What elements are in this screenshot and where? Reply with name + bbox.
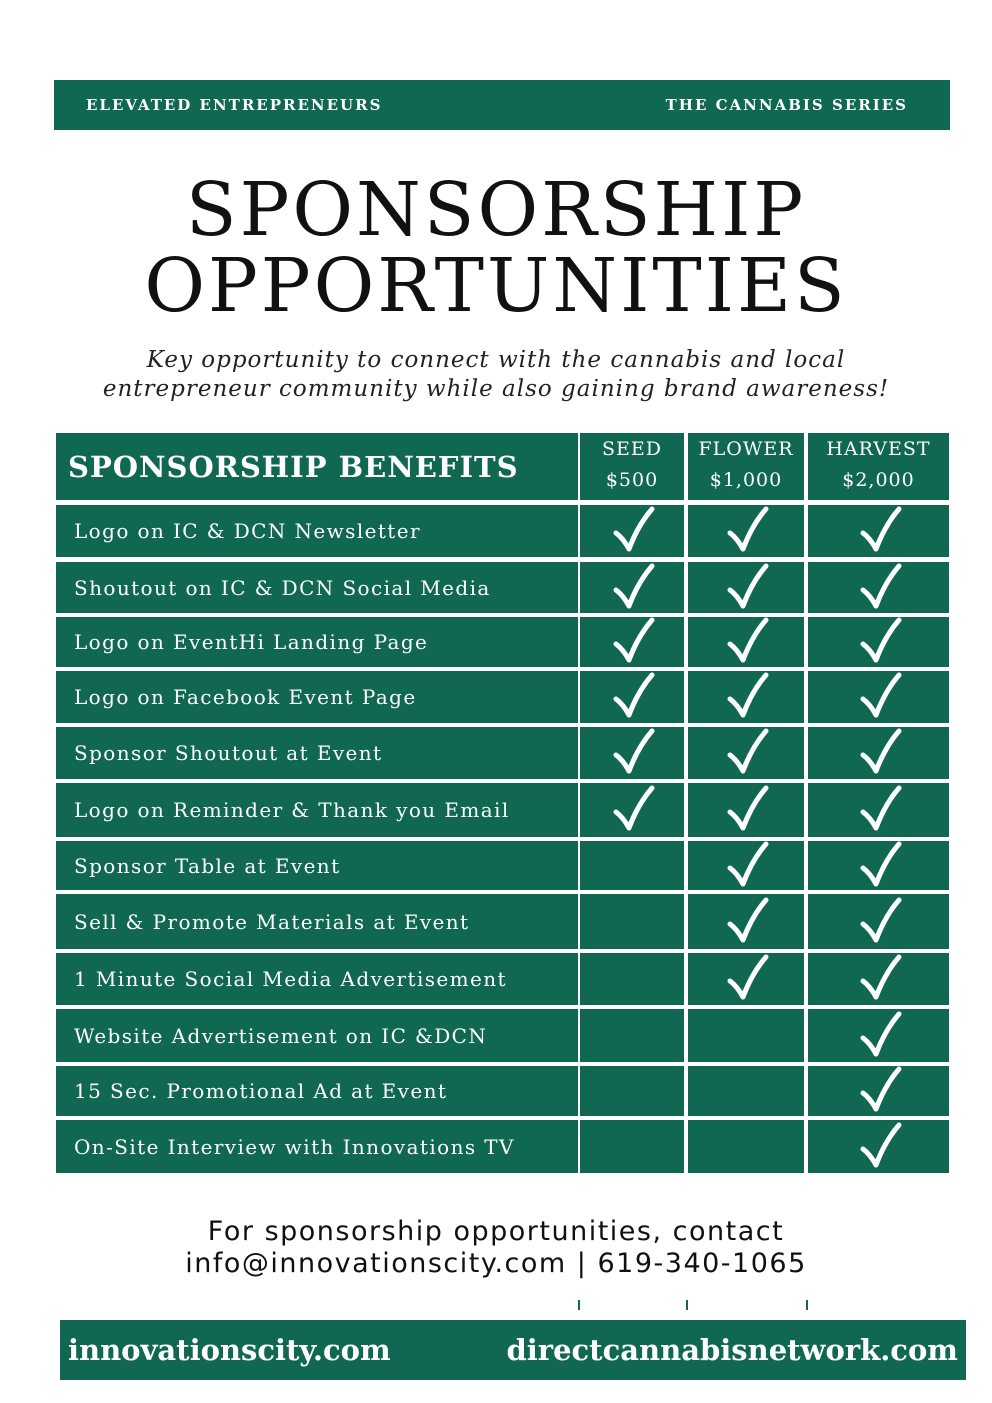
tier-header-seed bbox=[580, 434, 684, 496]
footer-banner bbox=[60, 1320, 966, 1380]
checkmark-icon bbox=[726, 953, 770, 1001]
subtitle bbox=[0, 346, 992, 404]
checkmark-icon bbox=[726, 896, 770, 944]
tier-name: HARVEST bbox=[826, 438, 931, 460]
benefit-label: Sponsor Shoutout at Event bbox=[74, 741, 383, 765]
tier-cell bbox=[580, 1066, 684, 1116]
benefit-label: 15 Sec. Promotional Ad at Event bbox=[74, 1079, 448, 1103]
benefit-label: Sponsor Table at Event bbox=[74, 853, 341, 878]
checkmark-icon bbox=[726, 840, 770, 888]
divider-tick bbox=[578, 1300, 580, 1310]
checkmark-icon bbox=[859, 727, 903, 775]
benefit-label: 1 Minute Social Media Advertisement bbox=[74, 967, 507, 991]
checkmark-icon bbox=[612, 784, 656, 832]
checkmark-icon bbox=[859, 1121, 903, 1169]
tier-name: SEED bbox=[602, 438, 662, 460]
page-title-line-2: OPPORTUNITIES bbox=[144, 243, 848, 329]
tier-cell bbox=[580, 894, 684, 949]
checkmark-icon bbox=[612, 616, 656, 664]
benefit-label: Logo on EventHi Landing Page bbox=[74, 630, 429, 654]
contact-line-1: For sponsorship opportunities, contact bbox=[207, 1216, 785, 1247]
tier-header-harvest bbox=[808, 434, 949, 496]
checkmark-icon bbox=[726, 505, 770, 553]
tier-cell bbox=[580, 841, 684, 890]
tier-cell bbox=[688, 1066, 804, 1116]
benefit-label: Logo on IC & DCN Newsletter bbox=[74, 519, 421, 543]
benefit-label: Website Advertisement on IC &DCN bbox=[74, 1023, 488, 1048]
header-banner bbox=[54, 80, 950, 130]
checkmark-icon bbox=[859, 1065, 903, 1113]
benefit-label: Logo on Reminder & Thank you Email bbox=[74, 798, 510, 822]
benefit-label: Shoutout on IC & DCN Social Media bbox=[74, 575, 491, 600]
benefit-label: Sell & Promote Materials at Event bbox=[74, 909, 470, 934]
checkmark-icon bbox=[726, 562, 770, 610]
subtitle-line-1: Key opportunity to connect with the cannabis and local bbox=[146, 347, 846, 373]
footer-link-innovationscity[interactable]: innovationscity.com bbox=[68, 1333, 391, 1367]
benefit-label: Logo on Facebook Event Page bbox=[74, 685, 417, 709]
tier-price: $1,000 bbox=[709, 469, 783, 491]
tier-name: FLOWER bbox=[698, 438, 794, 460]
checkmark-icon bbox=[726, 784, 770, 832]
checkmark-icon bbox=[612, 562, 656, 610]
checkmark-icon bbox=[612, 505, 656, 553]
checkmark-icon bbox=[859, 1010, 903, 1058]
header-right-text: THE CANNABIS SERIES bbox=[665, 96, 908, 114]
checkmark-icon bbox=[859, 671, 903, 719]
checkmark-icon bbox=[859, 562, 903, 610]
tier-cell bbox=[688, 1009, 804, 1062]
benefit-label: On-Site Interview with Innovations TV bbox=[74, 1134, 515, 1159]
tier-header-flower bbox=[688, 434, 804, 496]
divider-tick bbox=[686, 1300, 688, 1310]
checkmark-icon bbox=[859, 505, 903, 553]
tier-cell bbox=[688, 1120, 804, 1173]
checkmark-icon bbox=[859, 840, 903, 888]
header-left-text: ELEVATED ENTREPRENEURS bbox=[86, 96, 383, 114]
checkmark-icon bbox=[726, 727, 770, 775]
contact-line-2: info@innovationscity.com | 619-340-1065 bbox=[185, 1248, 807, 1279]
tier-cell bbox=[580, 1009, 684, 1062]
checkmark-icon bbox=[859, 616, 903, 664]
tier-cell bbox=[580, 1120, 684, 1173]
checkmark-icon bbox=[859, 953, 903, 1001]
tier-price: $2,000 bbox=[842, 469, 915, 491]
tier-cell bbox=[580, 953, 684, 1005]
checkmark-icon bbox=[859, 896, 903, 944]
tier-price: $500 bbox=[605, 469, 659, 491]
page-title-line-1: SPONSORSHIP bbox=[185, 167, 807, 253]
footer-link-directcannabisnetwork[interactable]: directcannabisnetwork.com bbox=[506, 1333, 958, 1367]
checkmark-icon bbox=[612, 727, 656, 775]
checkmark-icon bbox=[726, 616, 770, 664]
checkmark-icon bbox=[612, 671, 656, 719]
subtitle-line-2: entrepreneur community while also gaining brand awareness! bbox=[102, 376, 890, 402]
divider-tick bbox=[806, 1300, 808, 1310]
table-header-title: SPONSORSHIP BENEFITS bbox=[68, 450, 519, 484]
checkmark-icon bbox=[859, 784, 903, 832]
checkmark-icon bbox=[726, 671, 770, 719]
